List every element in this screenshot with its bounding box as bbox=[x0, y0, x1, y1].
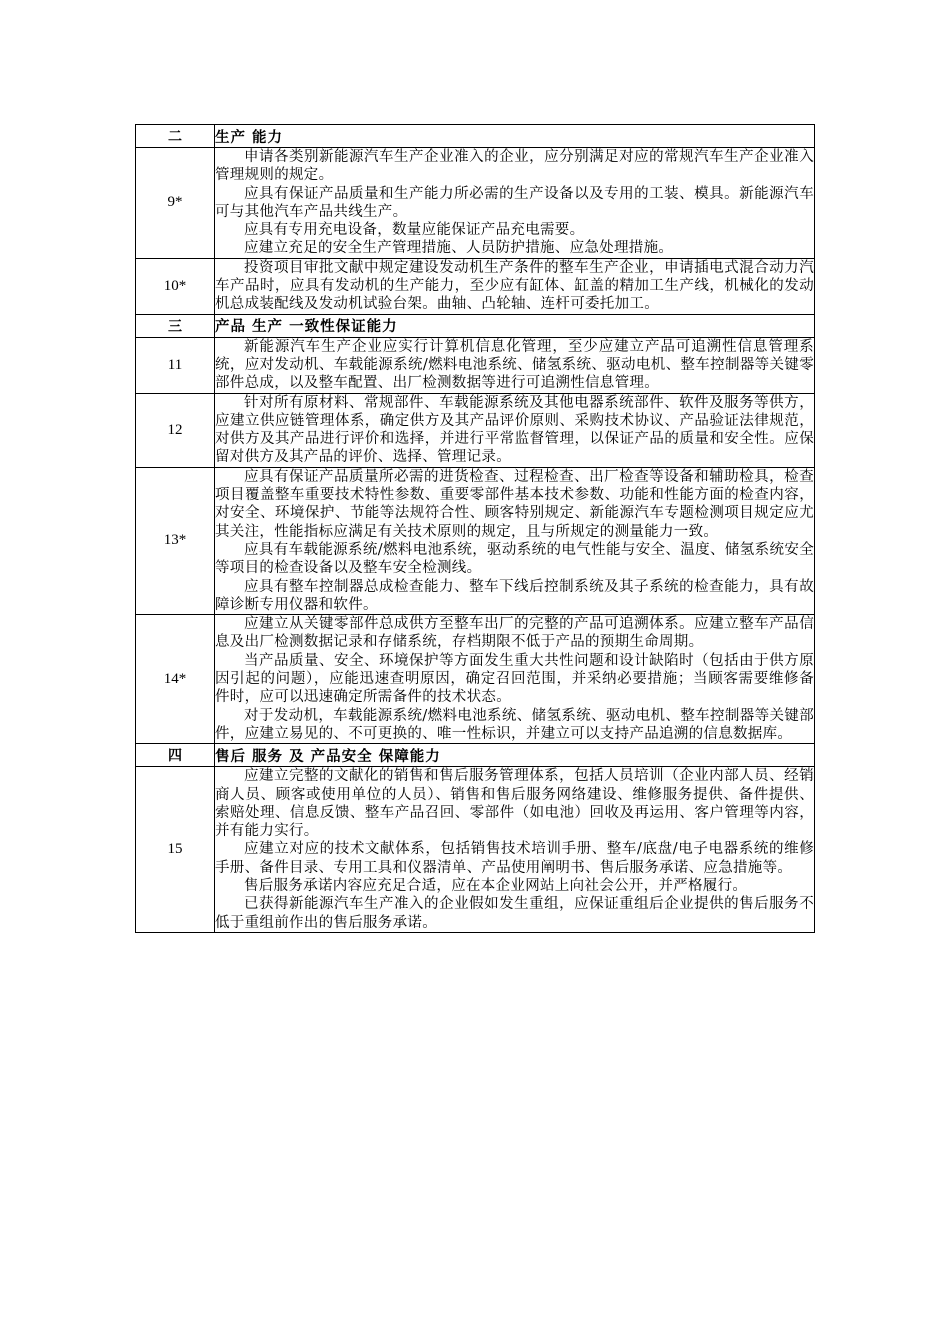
requirement-paragraph: 当产品质量、安全、环境保护等方面发生重大共性问题和设计缺陷时（包括由于供方原因引起的问题），应能迅速查明原因，确定召回范围，并采纳必要措施；当顾客需要维修备件时，应可以迅速确定所需备件的技术状态。 bbox=[215, 652, 814, 706]
requirement-row bbox=[136, 767, 815, 933]
requirement-text bbox=[215, 337, 815, 393]
requirement-paragraph: 应具有整车控制器总成检查能力、整车下线后控制系统及其子系统的检查能力，具有故障诊断专用仪器和软件。 bbox=[215, 578, 814, 613]
requirement-text bbox=[215, 767, 815, 933]
requirement-text bbox=[215, 148, 815, 259]
requirement-row bbox=[136, 258, 815, 314]
requirement-paragraph: 对于发动机，车载能源系统/燃料电池系统、储氢系统、驱动电机、整车控制器等关键部件，应建立易见的、不可更换的、唯一性标识，并建立可以支持产品追溯的信息数据库。 bbox=[215, 707, 814, 742]
requirement-row bbox=[136, 467, 815, 614]
section-header-row bbox=[136, 125, 815, 148]
item-number: 13* bbox=[136, 467, 215, 614]
section-number: 三 bbox=[136, 314, 215, 337]
requirement-text bbox=[215, 258, 815, 314]
requirement-text bbox=[215, 615, 815, 744]
requirement-paragraph: 申请各类别新能源汽车生产企业准入的企业，应分别满足对应的常规汽车生产企业准入管理规则的规定。 bbox=[215, 149, 814, 184]
item-number: 9* bbox=[136, 148, 215, 259]
requirement-row bbox=[136, 337, 815, 393]
requirement-paragraph: 应具有保证产品质量和生产能力所必需的生产设备以及专用的工装、模具。新能源汽车可与其他汽车产品共线生产。 bbox=[215, 185, 814, 220]
section-number: 四 bbox=[136, 744, 215, 767]
requirement-paragraph: 投资项目审批文献中规定建设发动机生产条件的整车生产企业，申请插电式混合动力汽车产品时，应具有发动机的生产能力，至少应有缸体、缸盖的精加工生产线，机械化的发动机总成装配线及发动机试验台架。曲轴、凸轮轴、连杆可委托加工。 bbox=[215, 259, 814, 313]
requirement-paragraph: 应建立充足的安全生产管理措施、人员防护措施、应急处理措施。 bbox=[244, 240, 674, 257]
requirements-table-body bbox=[136, 125, 815, 933]
section-title: 生产 能力 bbox=[215, 125, 815, 148]
requirement-row bbox=[136, 615, 815, 744]
requirement-paragraph: 应建立对应的技术文献体系，包括销售技术培训手册、整车/底盘/电子电器系统的维修手册、备件目录、专用工具和仪器清单、产品使用阐明书、售后服务承诺、应急措施等。 bbox=[215, 841, 814, 876]
requirement-row bbox=[136, 148, 815, 259]
item-number: 10* bbox=[136, 258, 215, 314]
requirement-paragraph: 售后服务承诺内容应充足合适，应在本企业网站上向社会公开，并严格履行。 bbox=[244, 877, 748, 894]
requirement-text bbox=[215, 393, 815, 467]
requirement-paragraph: 针对所有原材料、常规部件、车载能源系统及其他电器系统部件、软件及服务等供方，应建立供应链管理体系，确定供方及其产品评价原则、采购技术协议、产品验证法律规范，对供方及其产品进行评价和选择，并进行平常监督管理，以保证产品的质量和安全性。应保留对供方及其产品的评价、选择、管理记录。 bbox=[215, 394, 814, 466]
requirement-paragraph: 应具有车载能源系统/燃料电池系统，驱动系统的电气性能与安全、温度、储氢系统安全等项目的检查设备以及整车安全检测线。 bbox=[215, 541, 814, 577]
item-number: 14* bbox=[136, 615, 215, 744]
requirement-paragraph: 应建立完整的文献化的销售和售后服务管理体系，包括人员培训（企业内部人员、经销商人员、顾客或使用单位的人员）、销售和售后服务网络建设、维修服务提供、备件提供、索赔处理、信息反馈、整车产品召回、零部件（如电池）回收及再运用、客户管理等内容，并有能力实行。 bbox=[215, 768, 814, 840]
section-title: 售后 服务 及 产品安全 保障能力 bbox=[215, 744, 815, 767]
section-number: 二 bbox=[136, 125, 215, 148]
section-header-row bbox=[136, 314, 815, 337]
item-number: 12 bbox=[136, 393, 215, 467]
requirement-paragraph: 应建立从关键零部件总成供方至整车出厂的完整的产品可追溯体系。应建立整车产品信息及出厂检测数据记录和存储系统，存档期限不低于产品的预期生命周期。 bbox=[215, 616, 814, 651]
requirement-paragraph: 已获得新能源汽车生产准入的企业假如发生重组，应保证重组后企业提供的售后服务不低于重组前作出的售后服务承诺。 bbox=[215, 896, 814, 931]
requirement-paragraph: 应具有专用充电设备，数量应能保证产品充电需要。 bbox=[244, 222, 585, 239]
requirement-row bbox=[136, 393, 815, 467]
item-number: 15 bbox=[136, 767, 215, 933]
requirement-paragraph: 新能源汽车生产企业应实行计算机信息化管理，至少应建立产品可追溯性信息管理系统，应对发动机、车载能源系统/燃料电池系统、储氢系统、驱动电机、整车控制器等关键零部件总成，以及整车配置、出厂检测数据等进行可追溯性信息管理。 bbox=[215, 338, 814, 392]
item-number: 11 bbox=[136, 337, 215, 393]
requirement-text bbox=[215, 467, 815, 614]
requirement-paragraph: 应具有保证产品质量所必需的进货检查、过程检查、出厂检查等设备和辅助检具，检查项目覆盖整车重要技术特性参数、重要零部件基本技术参数、功能和性能方面的检查内容，对安全、环境保护、节能等法规符合性、顾客特别规定、新能源汽车专题检测项目规定应尤其关注，性能指标应满足有关技术原则的规定，且与所规定的测量能力一致。 bbox=[215, 468, 814, 540]
section-header-row bbox=[136, 744, 815, 767]
section-title: 产品 生产 一致性保证能力 bbox=[215, 314, 815, 337]
requirements-table bbox=[135, 124, 815, 933]
